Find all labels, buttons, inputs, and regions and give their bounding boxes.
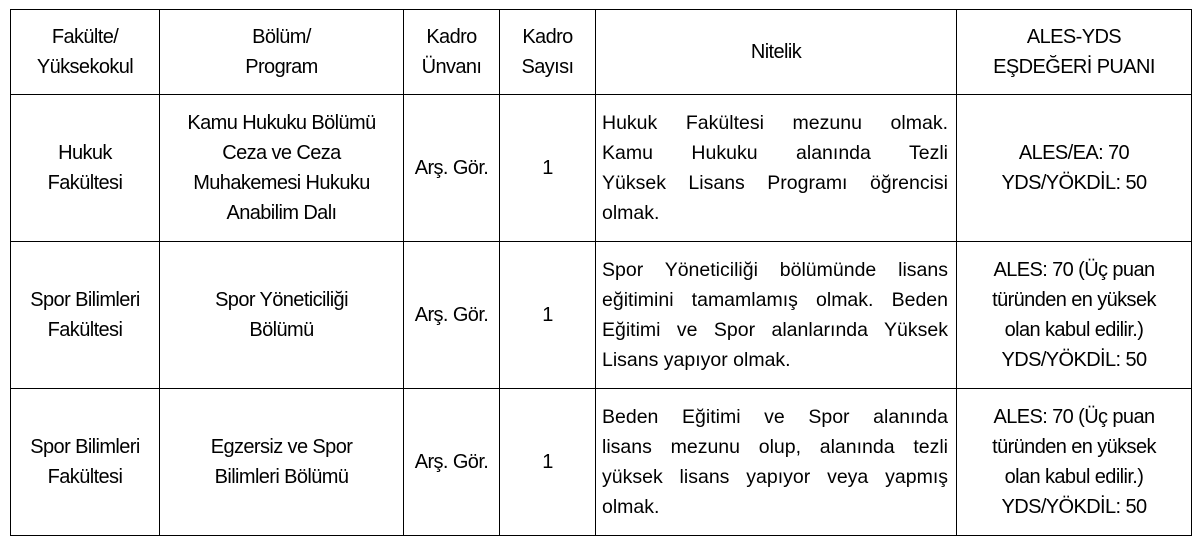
cell-unvan: Arş. Gör. <box>404 95 500 242</box>
positions-table <box>10 9 1192 536</box>
document-page <box>10 9 1192 536</box>
cell-bolum: Egzersiz ve Spor Bilimleri Bölümü <box>160 389 404 536</box>
table-row <box>11 95 1192 242</box>
cell-bolum: Spor Yöneticiliği Bölümü <box>160 242 404 389</box>
cell-puan: ALES: 70 (Üç puan türünden en yüksek olan kabul edilir.) YDS/YÖKDİL: 50 <box>957 389 1192 536</box>
cell-nitelik: Spor Yöneticiliği bölümünde lisans eğitimini tamamlamış olmak. Beden Eğitimi ve Spor alanlarında Yüksek Lisans yapıyor olmak. <box>596 242 957 389</box>
cell-fakulte: Spor Bilimleri Fakültesi <box>11 389 160 536</box>
header-bolum: Bölüm/ Program <box>160 10 404 95</box>
cell-fakulte: Spor Bilimleri Fakültesi <box>11 242 160 389</box>
header-kadro-sayisi: Kadro Sayısı <box>500 10 596 95</box>
header-kadro-unvani: Kadro Ünvanı <box>404 10 500 95</box>
table-header-row <box>11 10 1192 95</box>
cell-sayi: 1 <box>500 242 596 389</box>
cell-nitelik: Hukuk Fakültesi mezunu olmak. Kamu Hukuku alanında Tezli Yüksek Lisans Programı öğrencisi olmak. <box>596 95 957 242</box>
header-nitelik: Nitelik <box>596 10 957 95</box>
cell-bolum: Kamu Hukuku Bölümü Ceza ve Ceza Muhakemesi Hukuku Anabilim Dalı <box>160 95 404 242</box>
cell-puan: ALES/EA: 70 YDS/YÖKDİL: 50 <box>957 95 1192 242</box>
header-fakulte: Fakülte/ Yüksekokul <box>11 10 160 95</box>
cell-sayi: 1 <box>500 389 596 536</box>
cell-sayi: 1 <box>500 95 596 242</box>
cell-nitelik: Beden Eğitimi ve Spor alanında lisans mezunu olup, alanında tezli yüksek lisans yapıyor veya yapmış olmak. <box>596 389 957 536</box>
cell-unvan: Arş. Gör. <box>404 242 500 389</box>
cell-puan: ALES: 70 (Üç puan türünden en yüksek olan kabul edilir.) YDS/YÖKDİL: 50 <box>957 242 1192 389</box>
cell-unvan: Arş. Gör. <box>404 389 500 536</box>
table-row <box>11 389 1192 536</box>
cell-fakulte: Hukuk Fakültesi <box>11 95 160 242</box>
header-puan: ALES-YDS EŞDEĞERİ PUANI <box>957 10 1192 95</box>
table-row <box>11 242 1192 389</box>
